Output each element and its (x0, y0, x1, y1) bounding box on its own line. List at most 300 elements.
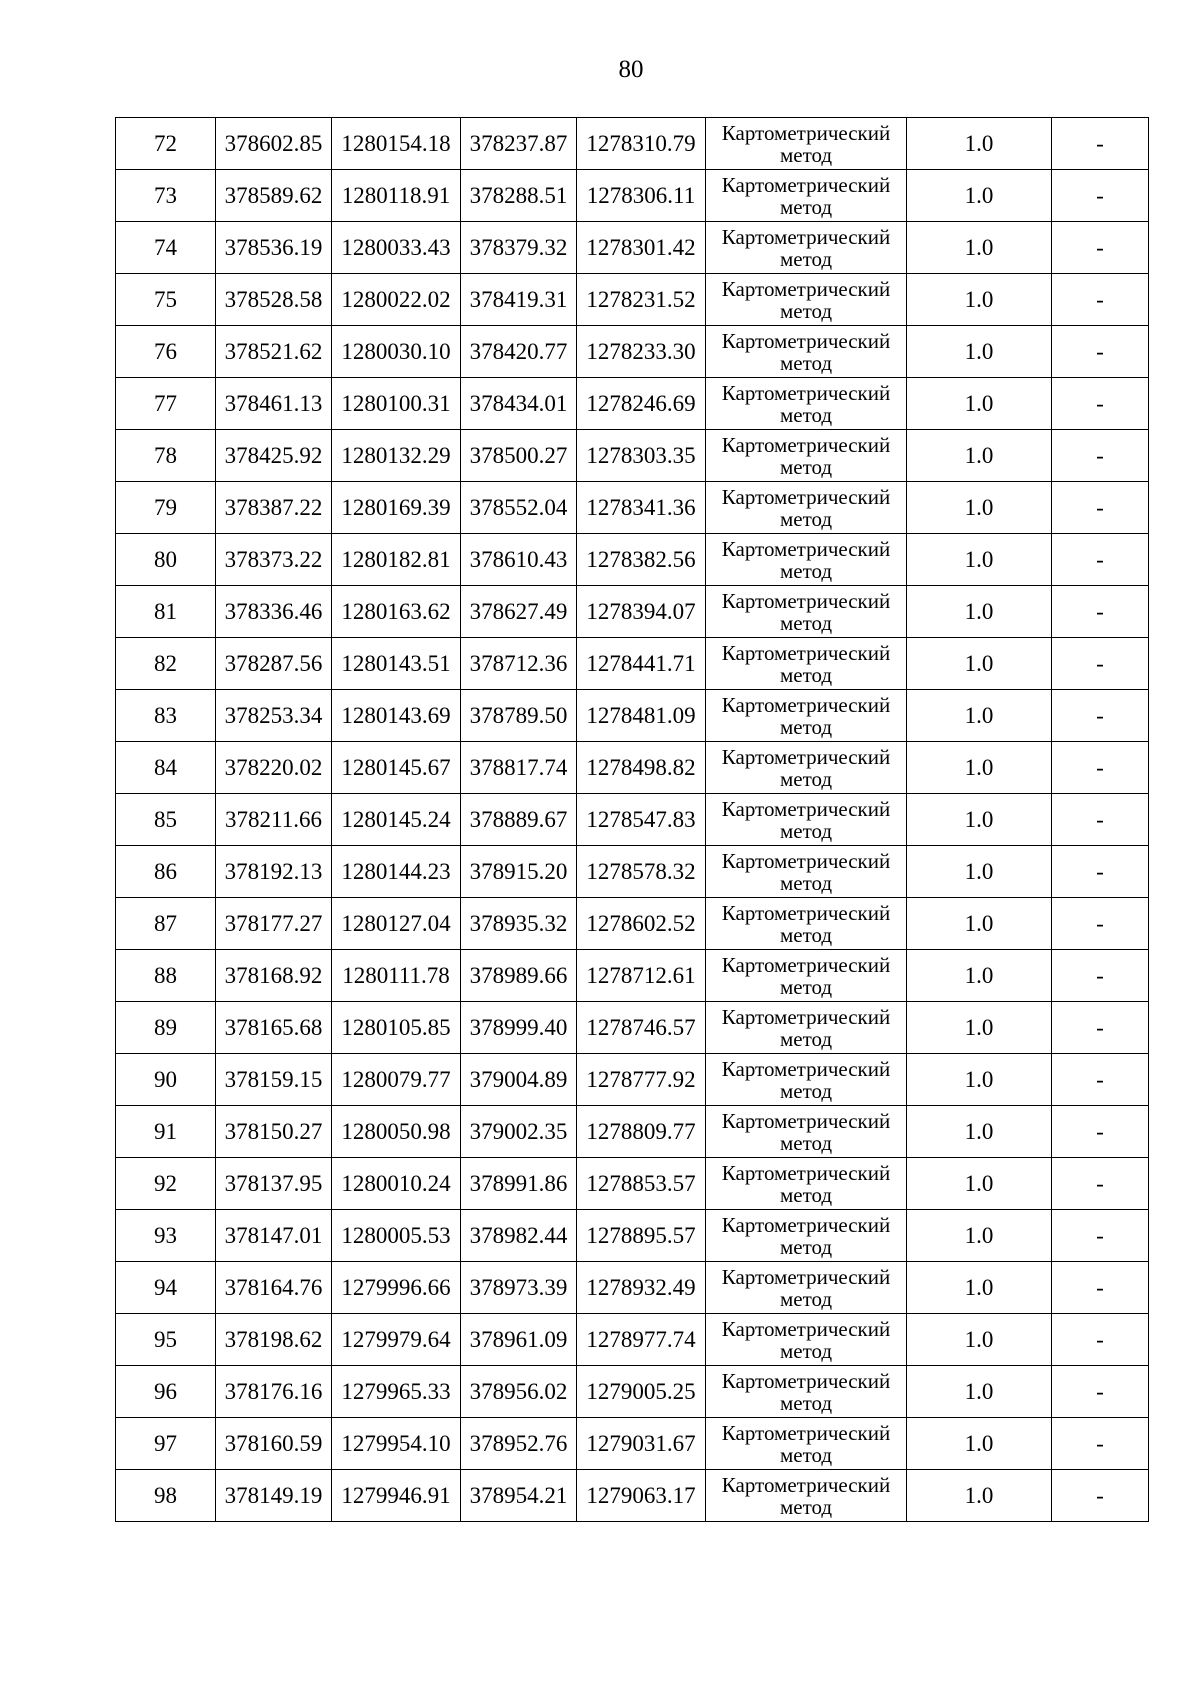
table-row (116, 1106, 1149, 1158)
y-new-cell: 1278231.52 (577, 274, 706, 326)
description-cell: - (1052, 170, 1149, 222)
y-old-cell: 1280143.51 (332, 638, 461, 690)
method-cell (706, 170, 907, 222)
accuracy-cell: 1.0 (907, 794, 1052, 846)
method-cell (706, 1418, 907, 1470)
accuracy-cell: 1.0 (907, 1470, 1052, 1522)
y-old-cell: 1280145.24 (332, 794, 461, 846)
description-cell: - (1052, 1054, 1149, 1106)
method-line2: метод (779, 1130, 833, 1155)
table-row (116, 430, 1149, 482)
x-old-cell: 378176.16 (216, 1366, 332, 1418)
x-new-cell: 378982.44 (461, 1210, 577, 1262)
table-row (116, 1470, 1149, 1522)
accuracy-cell: 1.0 (907, 690, 1052, 742)
x-old-cell: 378150.27 (216, 1106, 332, 1158)
accuracy-cell: 1.0 (907, 430, 1052, 482)
x-old-cell: 378425.92 (216, 430, 332, 482)
point-number-cell: 93 (116, 1210, 216, 1262)
method-line2: метод (779, 610, 833, 635)
description-cell: - (1052, 742, 1149, 794)
y-old-cell: 1280022.02 (332, 274, 461, 326)
table-row (116, 638, 1149, 690)
accuracy-cell: 1.0 (907, 1002, 1052, 1054)
point-number-cell: 79 (116, 482, 216, 534)
y-new-cell: 1278233.30 (577, 326, 706, 378)
method-line1: Картометрический (721, 1472, 891, 1497)
description-cell: - (1052, 1262, 1149, 1314)
point-number-cell: 89 (116, 1002, 216, 1054)
description-cell: - (1052, 1158, 1149, 1210)
x-new-cell: 379002.35 (461, 1106, 577, 1158)
y-old-cell: 1280030.10 (332, 326, 461, 378)
accuracy-cell: 1.0 (907, 118, 1052, 170)
x-new-cell: 378789.50 (461, 690, 577, 742)
description-cell: - (1052, 638, 1149, 690)
y-new-cell: 1278547.83 (577, 794, 706, 846)
point-number-cell: 74 (116, 222, 216, 274)
point-number-cell: 82 (116, 638, 216, 690)
x-new-cell: 379004.89 (461, 1054, 577, 1106)
table-row (116, 846, 1149, 898)
x-old-cell: 378521.62 (216, 326, 332, 378)
method-cell (706, 1158, 907, 1210)
x-old-cell: 378198.62 (216, 1314, 332, 1366)
method-cell (706, 950, 907, 1002)
accuracy-cell: 1.0 (907, 534, 1052, 586)
point-number-cell: 97 (116, 1418, 216, 1470)
table-row (116, 1314, 1149, 1366)
y-old-cell: 1280182.81 (332, 534, 461, 586)
method-cell (706, 1002, 907, 1054)
table-row (116, 482, 1149, 534)
x-old-cell: 378387.22 (216, 482, 332, 534)
y-new-cell: 1278246.69 (577, 378, 706, 430)
accuracy-cell: 1.0 (907, 638, 1052, 690)
x-old-cell: 378149.19 (216, 1470, 332, 1522)
y-old-cell: 1280111.78 (332, 950, 461, 1002)
point-number-cell: 91 (116, 1106, 216, 1158)
method-line2: метод (779, 922, 833, 947)
x-new-cell: 378952.76 (461, 1418, 577, 1470)
y-new-cell: 1278977.74 (577, 1314, 706, 1366)
x-old-cell: 378177.27 (216, 898, 332, 950)
method-cell (706, 586, 907, 638)
x-new-cell: 378989.66 (461, 950, 577, 1002)
y-new-cell: 1278306.11 (577, 170, 706, 222)
accuracy-cell: 1.0 (907, 742, 1052, 794)
method-line1: Картометрический (721, 536, 891, 561)
x-new-cell: 378889.67 (461, 794, 577, 846)
point-number-cell: 77 (116, 378, 216, 430)
method-line2: метод (779, 506, 833, 531)
y-old-cell: 1280145.67 (332, 742, 461, 794)
description-cell: - (1052, 846, 1149, 898)
method-line2: метод (779, 1286, 833, 1311)
y-old-cell: 1280033.43 (332, 222, 461, 274)
method-cell (706, 274, 907, 326)
method-line2: метод (779, 1182, 833, 1207)
table-row (116, 1210, 1149, 1262)
description-cell: - (1052, 118, 1149, 170)
x-old-cell: 378253.34 (216, 690, 332, 742)
method-line1: Картометрический (721, 1368, 891, 1393)
method-line2: метод (779, 298, 833, 323)
description-cell: - (1052, 898, 1149, 950)
method-line1: Картометрический (721, 328, 891, 353)
x-old-cell: 378164.76 (216, 1262, 332, 1314)
method-line1: Картометрический (721, 1108, 891, 1133)
table-row (116, 118, 1149, 170)
y-old-cell: 1279965.33 (332, 1366, 461, 1418)
point-number-cell: 95 (116, 1314, 216, 1366)
point-number-cell: 72 (116, 118, 216, 170)
x-old-cell: 378160.59 (216, 1418, 332, 1470)
method-line2: метод (779, 714, 833, 739)
table-row (116, 1262, 1149, 1314)
x-new-cell: 378999.40 (461, 1002, 577, 1054)
y-old-cell: 1280132.29 (332, 430, 461, 482)
y-old-cell: 1280005.53 (332, 1210, 461, 1262)
y-old-cell: 1280154.18 (332, 118, 461, 170)
y-new-cell: 1278932.49 (577, 1262, 706, 1314)
x-new-cell: 378915.20 (461, 846, 577, 898)
x-old-cell: 378220.02 (216, 742, 332, 794)
accuracy-cell: 1.0 (907, 1418, 1052, 1470)
method-line2: метод (779, 818, 833, 843)
x-new-cell: 378817.74 (461, 742, 577, 794)
accuracy-cell: 1.0 (907, 170, 1052, 222)
table-row (116, 378, 1149, 430)
x-old-cell: 378168.92 (216, 950, 332, 1002)
method-line2: метод (779, 662, 833, 687)
x-new-cell: 378379.32 (461, 222, 577, 274)
description-cell: - (1052, 1002, 1149, 1054)
description-cell: - (1052, 794, 1149, 846)
point-number-cell: 90 (116, 1054, 216, 1106)
description-cell: - (1052, 534, 1149, 586)
method-line2: метод (779, 870, 833, 895)
x-old-cell: 378528.58 (216, 274, 332, 326)
y-old-cell: 1280144.23 (332, 846, 461, 898)
method-line1: Картометрический (721, 744, 891, 769)
accuracy-cell: 1.0 (907, 898, 1052, 950)
coordinates-table (115, 117, 1149, 1522)
x-old-cell: 378602.85 (216, 118, 332, 170)
point-number-cell: 73 (116, 170, 216, 222)
x-new-cell: 378500.27 (461, 430, 577, 482)
method-line2: метод (779, 1390, 833, 1415)
y-new-cell: 1278310.79 (577, 118, 706, 170)
accuracy-cell: 1.0 (907, 846, 1052, 898)
page-number: 80 (618, 56, 644, 83)
method-line2: метод (779, 142, 833, 167)
x-old-cell: 378165.68 (216, 1002, 332, 1054)
table-row (116, 586, 1149, 638)
method-line1: Картометрический (721, 276, 891, 301)
method-line1: Картометрический (721, 640, 891, 665)
description-cell: - (1052, 950, 1149, 1002)
point-number-cell: 87 (116, 898, 216, 950)
point-number-cell: 92 (116, 1158, 216, 1210)
point-number-cell: 94 (116, 1262, 216, 1314)
table-row (116, 1158, 1149, 1210)
method-line2: метод (779, 1026, 833, 1051)
y-new-cell: 1278441.71 (577, 638, 706, 690)
y-new-cell: 1279031.67 (577, 1418, 706, 1470)
point-number-cell: 81 (116, 586, 216, 638)
method-line1: Картометрический (721, 172, 891, 197)
point-number-cell: 88 (116, 950, 216, 1002)
method-cell (706, 1470, 907, 1522)
x-old-cell: 378159.15 (216, 1054, 332, 1106)
point-number-cell: 86 (116, 846, 216, 898)
accuracy-cell: 1.0 (907, 482, 1052, 534)
method-line2: метод (779, 246, 833, 271)
method-line2: метод (779, 194, 833, 219)
y-new-cell: 1279063.17 (577, 1470, 706, 1522)
x-new-cell: 378237.87 (461, 118, 577, 170)
table-row (116, 1366, 1149, 1418)
x-new-cell: 378627.49 (461, 586, 577, 638)
method-cell (706, 1366, 907, 1418)
description-cell: - (1052, 1314, 1149, 1366)
accuracy-cell: 1.0 (907, 222, 1052, 274)
method-line1: Картометрический (721, 484, 891, 509)
description-cell: - (1052, 482, 1149, 534)
x-new-cell: 378973.39 (461, 1262, 577, 1314)
method-cell (706, 794, 907, 846)
x-old-cell: 378287.56 (216, 638, 332, 690)
table-row (116, 690, 1149, 742)
method-line1: Картометрический (721, 380, 891, 405)
method-line1: Картометрический (721, 1160, 891, 1185)
method-cell (706, 534, 907, 586)
table-row (116, 534, 1149, 586)
table-row (116, 222, 1149, 274)
accuracy-cell: 1.0 (907, 1314, 1052, 1366)
table-row (116, 170, 1149, 222)
x-old-cell: 378336.46 (216, 586, 332, 638)
method-cell (706, 846, 907, 898)
method-line1: Картометрический (721, 692, 891, 717)
method-cell (706, 1262, 907, 1314)
x-old-cell: 378536.19 (216, 222, 332, 274)
description-cell: - (1052, 1418, 1149, 1470)
x-old-cell: 378373.22 (216, 534, 332, 586)
point-number-cell: 85 (116, 794, 216, 846)
x-new-cell: 378419.31 (461, 274, 577, 326)
point-number-cell: 96 (116, 1366, 216, 1418)
table-row (116, 898, 1149, 950)
point-number-cell: 83 (116, 690, 216, 742)
method-cell (706, 690, 907, 742)
x-new-cell: 378712.36 (461, 638, 577, 690)
x-old-cell: 378461.13 (216, 378, 332, 430)
method-cell (706, 1054, 907, 1106)
method-line1: Картометрический (721, 1316, 891, 1341)
x-new-cell: 378954.21 (461, 1470, 577, 1522)
method-line1: Картометрический (721, 1004, 891, 1029)
method-line2: метод (779, 350, 833, 375)
description-cell: - (1052, 586, 1149, 638)
y-new-cell: 1278809.77 (577, 1106, 706, 1158)
y-new-cell: 1278746.57 (577, 1002, 706, 1054)
method-cell (706, 1210, 907, 1262)
point-number-cell: 84 (116, 742, 216, 794)
y-old-cell: 1279996.66 (332, 1262, 461, 1314)
method-cell (706, 326, 907, 378)
method-line1: Картометрический (721, 588, 891, 613)
method-line2: метод (779, 1494, 833, 1519)
method-line2: метод (779, 454, 833, 479)
y-old-cell: 1280118.91 (332, 170, 461, 222)
method-line2: метод (779, 974, 833, 999)
x-new-cell: 378935.32 (461, 898, 577, 950)
method-line1: Картометрический (721, 1264, 891, 1289)
method-line1: Картометрический (721, 796, 891, 821)
accuracy-cell: 1.0 (907, 378, 1052, 430)
method-cell (706, 1106, 907, 1158)
y-new-cell: 1278498.82 (577, 742, 706, 794)
method-cell (706, 638, 907, 690)
method-line2: метод (779, 558, 833, 583)
y-new-cell: 1278895.57 (577, 1210, 706, 1262)
x-new-cell: 378961.09 (461, 1314, 577, 1366)
description-cell: - (1052, 1106, 1149, 1158)
y-new-cell: 1278382.56 (577, 534, 706, 586)
table-row (116, 742, 1149, 794)
method-cell (706, 1314, 907, 1366)
method-line1: Картометрический (721, 848, 891, 873)
method-line2: метод (779, 1234, 833, 1259)
table-row (116, 274, 1149, 326)
point-number-cell: 80 (116, 534, 216, 586)
y-old-cell: 1279946.91 (332, 1470, 461, 1522)
y-old-cell: 1280050.98 (332, 1106, 461, 1158)
accuracy-cell: 1.0 (907, 586, 1052, 638)
x-new-cell: 378552.04 (461, 482, 577, 534)
method-line2: метод (779, 1442, 833, 1467)
x-old-cell: 378211.66 (216, 794, 332, 846)
x-new-cell: 378434.01 (461, 378, 577, 430)
x-old-cell: 378192.13 (216, 846, 332, 898)
accuracy-cell: 1.0 (907, 1210, 1052, 1262)
accuracy-cell: 1.0 (907, 326, 1052, 378)
y-new-cell: 1278481.09 (577, 690, 706, 742)
point-number-cell: 75 (116, 274, 216, 326)
accuracy-cell: 1.0 (907, 274, 1052, 326)
description-cell: - (1052, 690, 1149, 742)
y-old-cell: 1280127.04 (332, 898, 461, 950)
description-cell: - (1052, 1210, 1149, 1262)
y-new-cell: 1278777.92 (577, 1054, 706, 1106)
y-new-cell: 1278301.42 (577, 222, 706, 274)
method-line1: Картометрический (721, 1212, 891, 1237)
table-body (116, 118, 1149, 1522)
method-line2: метод (779, 1078, 833, 1103)
description-cell: - (1052, 326, 1149, 378)
method-cell (706, 430, 907, 482)
method-cell (706, 378, 907, 430)
table-row (116, 326, 1149, 378)
y-new-cell: 1278712.61 (577, 950, 706, 1002)
method-line2: метод (779, 1338, 833, 1363)
description-cell: - (1052, 222, 1149, 274)
accuracy-cell: 1.0 (907, 1054, 1052, 1106)
table-row (116, 1054, 1149, 1106)
y-old-cell: 1279954.10 (332, 1418, 461, 1470)
x-new-cell: 378420.77 (461, 326, 577, 378)
method-cell (706, 222, 907, 274)
point-number-cell: 78 (116, 430, 216, 482)
method-cell (706, 482, 907, 534)
description-cell: - (1052, 378, 1149, 430)
y-new-cell: 1278303.35 (577, 430, 706, 482)
accuracy-cell: 1.0 (907, 1106, 1052, 1158)
method-cell (706, 742, 907, 794)
method-line1: Картометрический (721, 900, 891, 925)
method-line1: Картометрический (721, 1056, 891, 1081)
x-new-cell: 378991.86 (461, 1158, 577, 1210)
accuracy-cell: 1.0 (907, 1158, 1052, 1210)
y-old-cell: 1280143.69 (332, 690, 461, 742)
y-old-cell: 1280169.39 (332, 482, 461, 534)
table-row (116, 1418, 1149, 1470)
method-line1: Картометрический (721, 952, 891, 977)
table-row (116, 950, 1149, 1002)
method-line1: Картометрический (721, 1420, 891, 1445)
y-old-cell: 1280100.31 (332, 378, 461, 430)
y-new-cell: 1278853.57 (577, 1158, 706, 1210)
point-number-cell: 76 (116, 326, 216, 378)
method-line2: метод (779, 402, 833, 427)
y-old-cell: 1280010.24 (332, 1158, 461, 1210)
x-new-cell: 378610.43 (461, 534, 577, 586)
y-old-cell: 1280163.62 (332, 586, 461, 638)
method-cell (706, 898, 907, 950)
description-cell: - (1052, 274, 1149, 326)
y-new-cell: 1278602.52 (577, 898, 706, 950)
method-line2: метод (779, 766, 833, 791)
y-new-cell: 1278578.32 (577, 846, 706, 898)
y-new-cell: 1278394.07 (577, 586, 706, 638)
y-old-cell: 1280105.85 (332, 1002, 461, 1054)
y-new-cell: 1278341.36 (577, 482, 706, 534)
x-old-cell: 378589.62 (216, 170, 332, 222)
description-cell: - (1052, 1470, 1149, 1522)
y-new-cell: 1279005.25 (577, 1366, 706, 1418)
method-cell (706, 118, 907, 170)
method-line1: Картометрический (721, 120, 891, 145)
table-row (116, 1002, 1149, 1054)
point-number-cell: 98 (116, 1470, 216, 1522)
y-old-cell: 1280079.77 (332, 1054, 461, 1106)
method-line1: Картометрический (721, 224, 891, 249)
description-cell: - (1052, 1366, 1149, 1418)
accuracy-cell: 1.0 (907, 1366, 1052, 1418)
y-old-cell: 1279979.64 (332, 1314, 461, 1366)
x-old-cell: 378147.01 (216, 1210, 332, 1262)
accuracy-cell: 1.0 (907, 1262, 1052, 1314)
x-new-cell: 378288.51 (461, 170, 577, 222)
x-new-cell: 378956.02 (461, 1366, 577, 1418)
accuracy-cell: 1.0 (907, 950, 1052, 1002)
x-old-cell: 378137.95 (216, 1158, 332, 1210)
method-line1: Картометрический (721, 432, 891, 457)
table-row (116, 794, 1149, 846)
description-cell: - (1052, 430, 1149, 482)
